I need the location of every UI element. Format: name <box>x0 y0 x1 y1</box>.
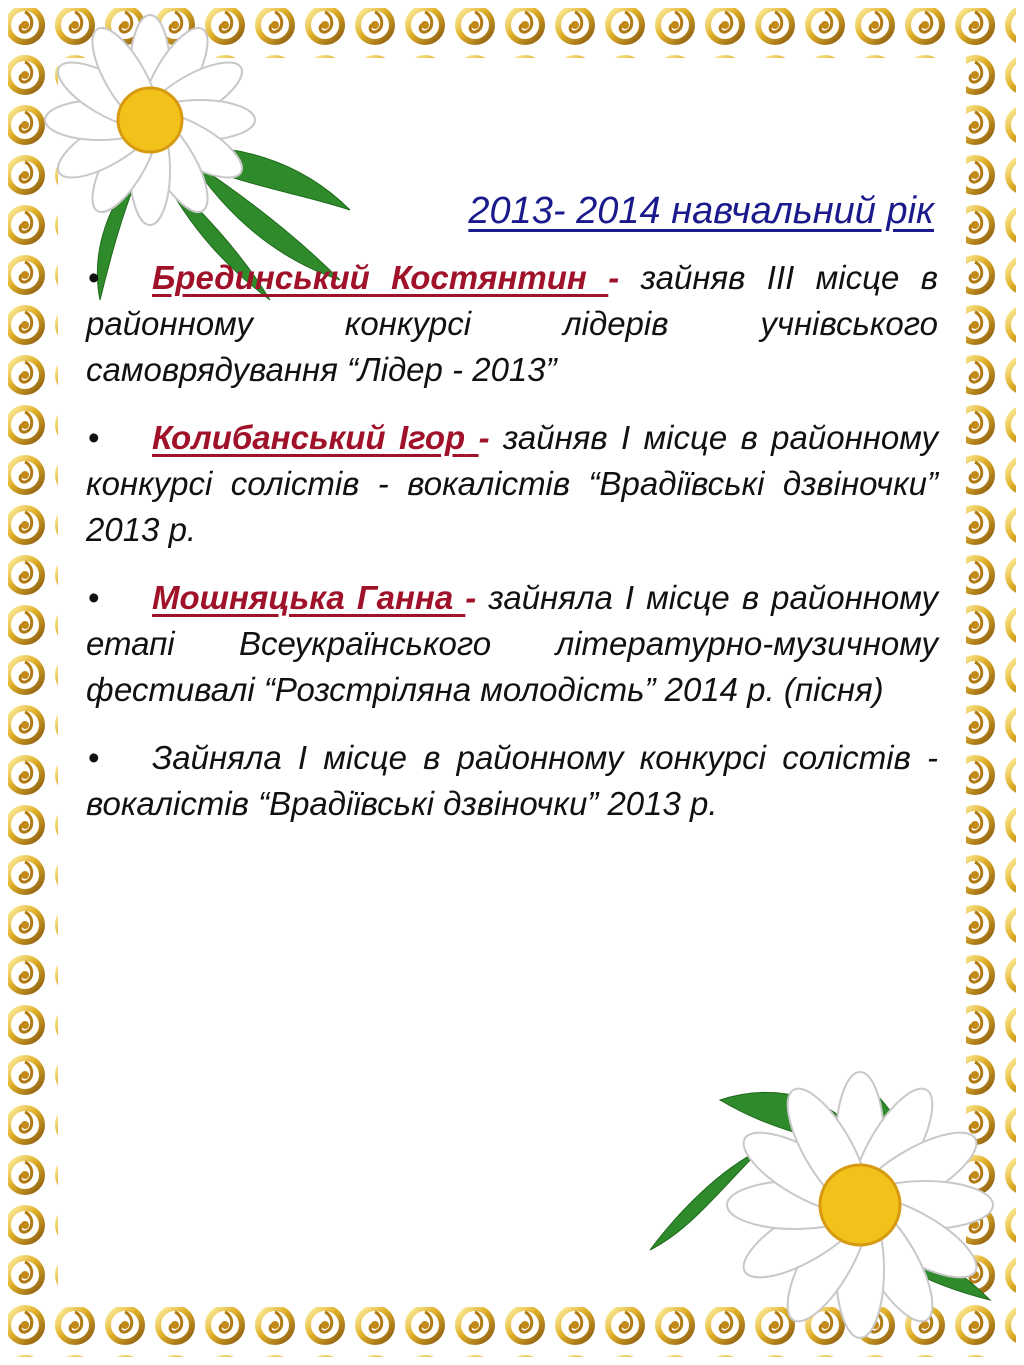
student-name: Брединський Костянтин <box>152 259 587 296</box>
list-item <box>86 735 938 827</box>
dash: - <box>608 259 620 296</box>
list-item <box>86 575 938 713</box>
page-title-text: 2013- 2014 навчальний рік <box>468 190 934 232</box>
dash: - <box>478 419 490 456</box>
bullet: • <box>88 579 100 616</box>
document-content <box>86 185 938 849</box>
bullet: • <box>88 259 100 296</box>
achievement-text: зайняла І місце в районному етапі Всеукраїнського літературно-музичному фестивалі “Розстріляна молодість” 2014 р. (пісня) <box>86 579 938 708</box>
page-title <box>86 185 938 237</box>
bullet: • <box>88 739 100 776</box>
bullet: • <box>88 419 100 456</box>
achievement-text: зайняв І місце в районному конкурсі солістів - вокалістів “Врадіївські дзвіночки” 2013 р. <box>86 419 939 548</box>
list-item <box>86 415 938 553</box>
list-item <box>86 255 938 393</box>
student-name: Колибанський Ігор <box>152 419 466 456</box>
dash: - <box>465 579 477 616</box>
student-name: Мошняцька Ганна <box>152 579 454 616</box>
achievement-text: Зайняла І місце в районному конкурсі солістів - вокалістів “Врадіївські дзвіночки” 2013 р. <box>86 739 938 822</box>
achievement-text: зайняв ІІІ місце в районному конкурсі лідерів учнівського самоврядування “Лідер - 2013” <box>86 259 938 388</box>
